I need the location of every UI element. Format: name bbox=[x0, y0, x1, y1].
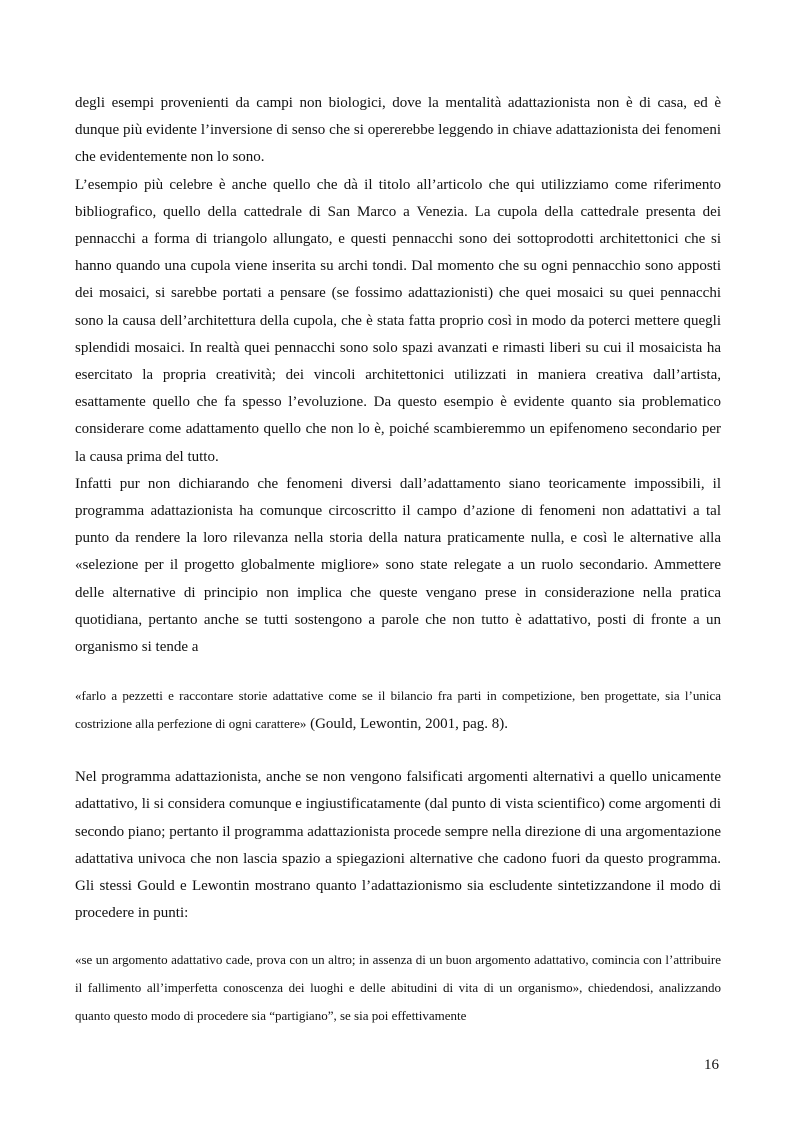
paragraph-2: L’esempio più celebre è anche quello che dà il titolo all’articolo che qui utilizziamo come riferimento bibliografico, quello della cattedrale di San Marco a Venezia. La cupola della cattedrale presenta dei pennacchi a forma di triangolo allungato, e questi pennacchi sono dei sottoprodotti architettonici che si hanno quando una cupola viene inserita su archi tondi. Dal momento che su ogni pennacchio sono apposti dei mosaici, si sarebbe portati a pensare (se fossimo adattazionisti) che quei mosaici su quei pennacchi sono la causa dell’architettura della cupola, che è stata fatta proprio così in modo da poterci mettere quegli splendidi mosaici. In realtà quei pennacchi sono solo spazi avanzati e rimasti liberi su cui il mosaicista ha esercitato la propria creatività; dei vincoli architettonici utilizzati in maniera creativa dall’artista, esattamente quello che fa spesso l’evoluzione. Da questo esempio è evidente quanto sia problematico considerare come adattamento quello che non lo è, poiché scambieremmo un epifenomeno secondario per la causa prima del tutto. bbox=[75, 176, 721, 465]
quote-1-citation: (Gould, Lewontin, 2001, pag. 8). bbox=[306, 716, 508, 733]
block-quote-2: «se un argomento adattativo cade, prova con un altro; in assenza di un buon argomento adattativo, comincia con l’attribuire il fallimento all’imperfetta conoscenza dei luoghi e delle abitudini di vita di un organismo», chiedendosi, analizzando quanto questo modo di procedere sia “partigiano”, se sia poi effettivamente bbox=[75, 952, 721, 1024]
paragraph-4: Nel programma adattazionista, anche se non vengono falsificati argomenti alternativi a quello unicamente adattativo, li si considera comunque e ingiustificatamente (dal punto di vista scientifico) come argomenti di secondo piano; pertanto il programma adattazionista procede sempre nella direzione di una argomentazione adattativa univoca che non lascia spazio a spiegazioni alternative che cadono fuori da questo programma. Gli stessi Gould e Lewontin mostrano quanto l’adattazionismo sia escludente sintetizzandone il modo di procedere in punti: bbox=[75, 769, 721, 922]
paragraph-3: Infatti pur non dichiarando che fenomeni diversi dall’adattamento siano teoricamente impossibili, il programma adattazionista ha comunque circoscritto il campo d’azione di fenomeni non adattativi a tal punto da rendere la loro rilevanza nella storia della natura praticamente nulla, e così le alternative alla «selezione per il progetto globalmente migliore» sono state relegate a un ruolo secondario. Ammettere delle alternative di principio non implica che queste vengano prese in considerazione nella pratica quotidiana, pertanto anche se tutti sostengono a parole che non tutto è adattativo, posti di fronte a un organismo si tende a bbox=[75, 475, 721, 656]
page-number: 16 bbox=[704, 1057, 719, 1073]
paragraph-1: degli esempi provenienti da campi non biologici, dove la mentalità adattazionista non è di casa, ed è dunque più evidente l’inversione di senso che si opererebbe leggendo in chiave adattazionista dei fenomeni che evidentemente non lo sono. bbox=[75, 95, 721, 166]
block-quote-1 bbox=[75, 682, 721, 738]
quote-1-text: «farlo a pezzetti e raccontare storie adattative come se il bilancio fra parti in competizione, ben progettate, sia l’unica costrizione alla perfezione di ogni carattere» bbox=[75, 688, 721, 732]
document-page bbox=[75, 90, 721, 1030]
